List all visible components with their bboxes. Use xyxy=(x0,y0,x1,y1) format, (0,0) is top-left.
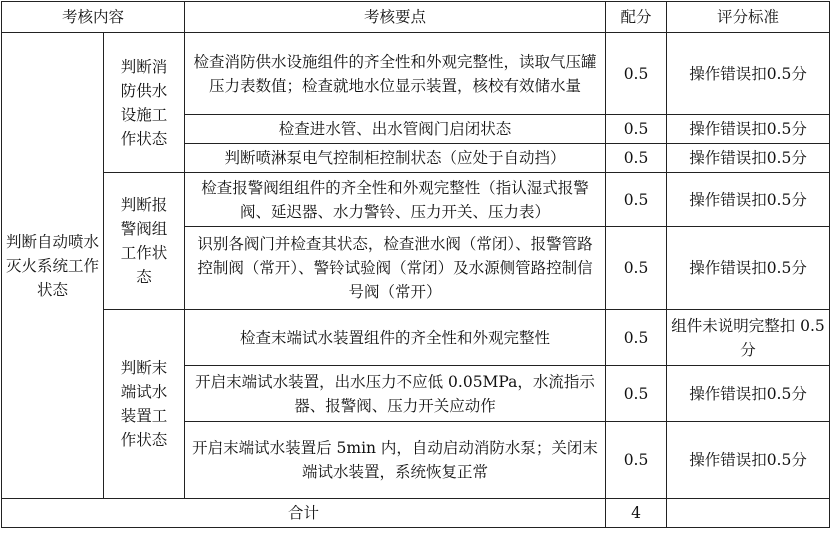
header-content: 考核内容 xyxy=(2,2,185,33)
item-text: 检查消防供水设施组件的齐全性和外观完整性，读取气压罐压力表数值；检查就地水位显示装置，核校有效储水量 xyxy=(185,33,606,115)
item-criteria: 操作错误扣0.5分 xyxy=(667,422,830,499)
item-score: 0.5 xyxy=(606,115,667,144)
item-criteria: 操作错误扣0.5分 xyxy=(667,366,830,422)
table-row xyxy=(2,33,830,115)
item-criteria: 操作错误扣0.5分 xyxy=(667,33,830,115)
item-score: 0.5 xyxy=(606,227,667,310)
item-text: 检查进水管、出水管阀门启闭状态 xyxy=(185,115,606,144)
scoring-table xyxy=(1,1,830,528)
item-text: 识别各阀门并检查其状态，检查泄水阀（常闭）、报警管路控制阀（常开）、警铃试验阀（常闭）及水源侧管路控制信号阀（常开） xyxy=(185,227,606,310)
main-category: 判断自动喷水灭火系统工作状态 xyxy=(2,33,104,499)
item-text: 检查报警阀组组件的齐全性和外观完整性（指认湿式报警阀、延迟器、水力警铃、压力开关、压力表） xyxy=(185,173,606,227)
item-score: 0.5 xyxy=(606,144,667,173)
item-score: 0.5 xyxy=(606,33,667,115)
group-name: 判断报警阀组工作状态 xyxy=(104,173,185,310)
item-text: 检查末端试水装置组件的齐全性和外观完整性 xyxy=(185,310,606,366)
item-score: 0.5 xyxy=(606,310,667,366)
table-row xyxy=(2,173,830,227)
table-row xyxy=(2,310,830,366)
item-text: 开启末端试水装置后 5min 内，自动启动消防水泵；关闭末端试水装置，系统恢复正常 xyxy=(185,422,606,499)
header-points: 考核要点 xyxy=(185,2,606,33)
header-row xyxy=(2,2,830,33)
total-criteria xyxy=(667,499,830,528)
item-score: 0.5 xyxy=(606,366,667,422)
header-score: 配分 xyxy=(606,2,667,33)
item-score: 0.5 xyxy=(606,173,667,227)
item-criteria: 操作错误扣0.5分 xyxy=(667,144,830,173)
item-criteria: 操作错误扣0.5分 xyxy=(667,115,830,144)
total-score: 4 xyxy=(606,499,667,528)
header-criteria: 评分标准 xyxy=(667,2,830,33)
group-name: 判断消防供水设施工作状态 xyxy=(104,33,185,173)
item-criteria: 操作错误扣0.5分 xyxy=(667,227,830,310)
item-criteria: 操作错误扣0.5分 xyxy=(667,173,830,227)
item-text: 判断喷淋泵电气控制柜控制状态（应处于自动挡） xyxy=(185,144,606,173)
item-criteria: 组件未说明完整扣 0.5 分 xyxy=(667,310,830,366)
group-name: 判断末端试水装置工作状态 xyxy=(104,310,185,499)
item-text: 开启末端试水装置，出水压力不应低 0.05MPa，水流指示器、报警阀、压力开关应动作 xyxy=(185,366,606,422)
total-label: 合计 xyxy=(2,499,606,528)
total-row xyxy=(2,499,830,528)
item-score: 0.5 xyxy=(606,422,667,499)
